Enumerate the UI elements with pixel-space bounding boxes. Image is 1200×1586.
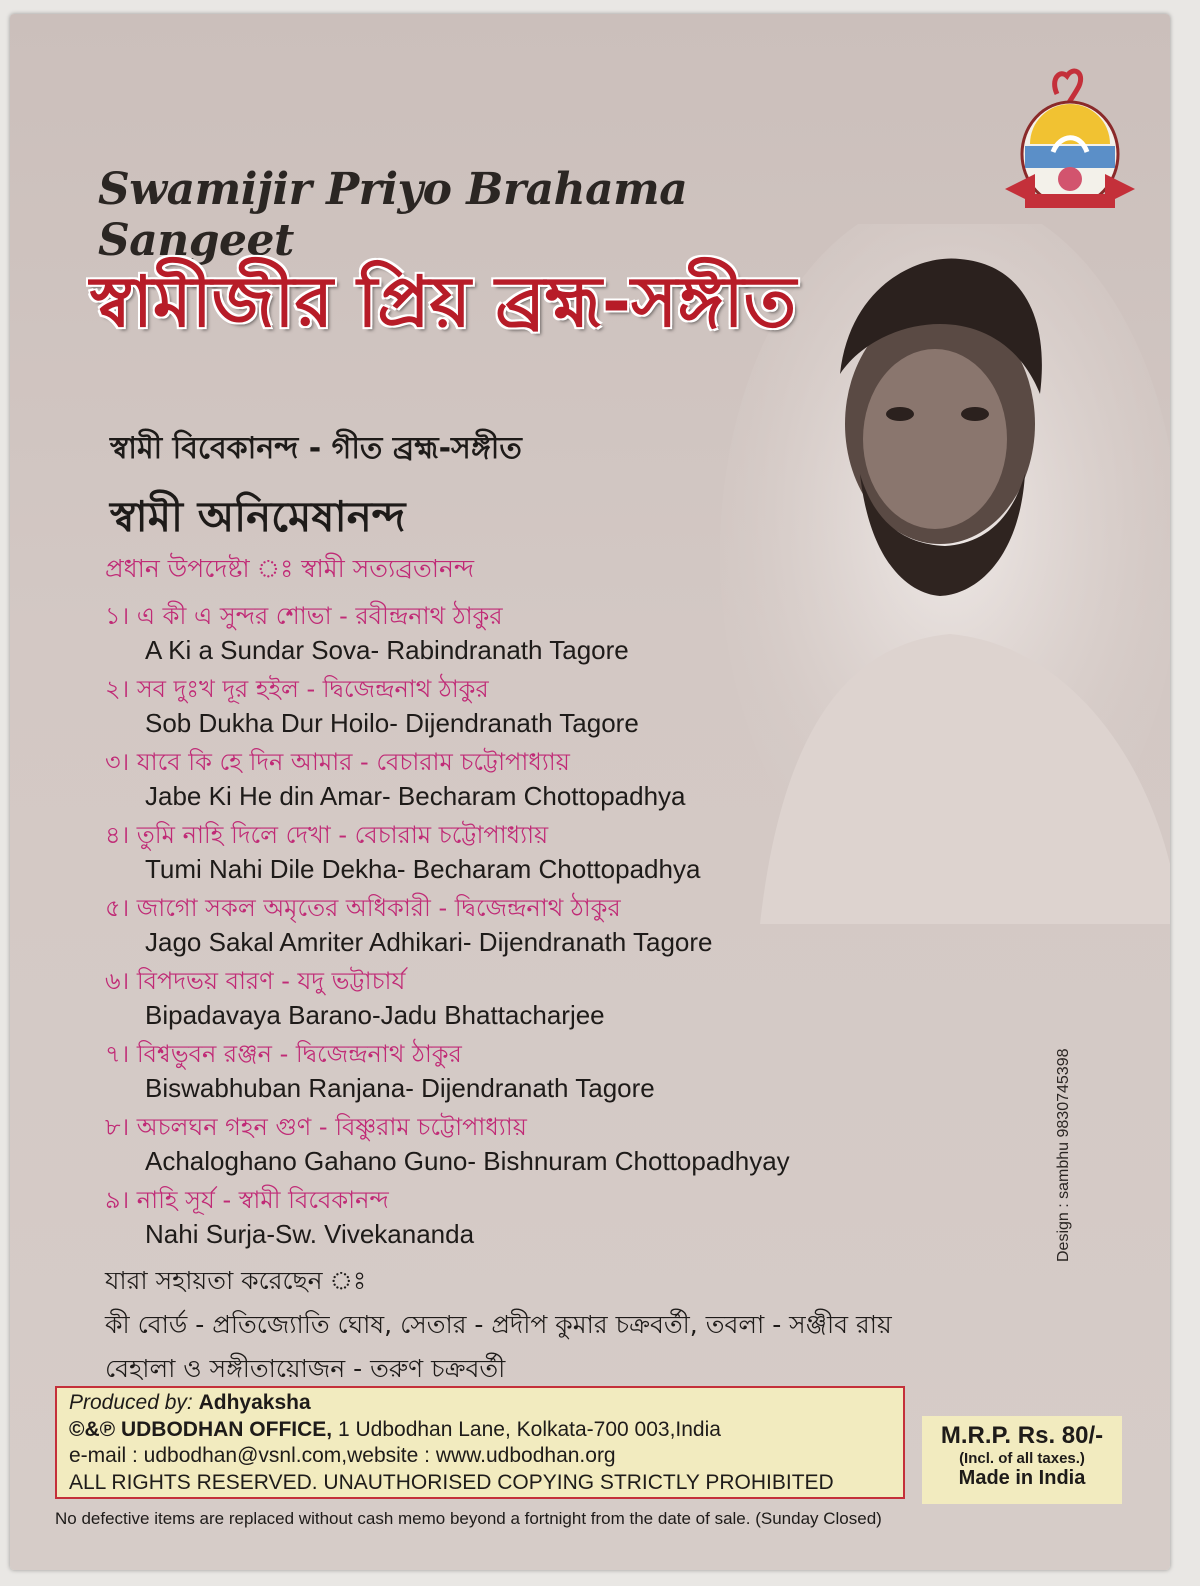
replacement-disclaimer: No defective items are replaced without cash memo beyond a fortnight from the date of sale. (Sunday Closed) <box>55 1509 882 1528</box>
album-back-cover <box>10 14 1170 1570</box>
publisher-contact: e-mail : udbodhan@vsnl.com,website : www.udbodhan.org <box>69 1444 616 1467</box>
tax-note: (Incl. of all taxes.) <box>959 1450 1085 1467</box>
ramakrishna-mission-emblem <box>995 54 1145 224</box>
subtitle-singer: স্বামী অনিমেষানন্দ <box>110 492 406 541</box>
track-list <box>105 599 965 1256</box>
credits-section <box>105 1259 1105 1391</box>
credits-line: কী বোর্ড - প্রতিজ্যোতি ঘোষ, সেতার - প্রদীপ কুমার চক্রবর্তী, তবলা - সঞ্জীব রায় <box>105 1310 892 1339</box>
track-title-english: Nahi Surja-Sw. Vivekananda <box>145 1219 475 1249</box>
track-title-english: Jago Sakal Amriter Adhikari- Dijendranath Tagore <box>145 927 713 957</box>
track-title-bengali: ২। সব দুঃখ দূর হইল - দ্বিজেন্দ্রনাথ ঠাকুর <box>105 675 489 703</box>
rights-notice: ALL RIGHTS RESERVED. UNAUTHORISED COPYING STRICTLY PROHIBITED <box>69 1470 834 1494</box>
track-item <box>105 599 965 672</box>
designer-credit: Design : sambhu 9830745398 <box>1055 1048 1072 1262</box>
album-title-bengali: স্বামীজীর প্রিয় ব্রহ্ম-সঙ্গীত <box>90 261 797 343</box>
track-title-bengali: ৭। বিশ্বভুবন রঞ্জন - দ্বিজেন্দ্রনাথ ঠাকুর <box>105 1040 462 1068</box>
producer-info-box <box>55 1386 905 1499</box>
chief-advisor: প্রধান উপদেষ্টা ঃ স্বামী সত্যব্রতানন্দ <box>105 554 474 583</box>
track-item <box>105 1183 965 1256</box>
album-title-english: Swamijir Priyo Brahama Sangeet <box>98 164 688 266</box>
track-item <box>105 1110 965 1183</box>
track-title-bengali: ১। এ কী এ সুন্দর শোভা - রবীন্দ্রনাথ ঠাকুর <box>105 602 503 630</box>
publisher-office: UDBODHAN OFFICE, <box>120 1417 333 1441</box>
copyright-mark: ©&℗ <box>69 1417 116 1441</box>
track-title-bengali: ৪। তুমি নাহি দিলে দেখা - বেচারাম চট্টোপাধ্যায় <box>105 821 549 849</box>
track-item <box>105 672 965 745</box>
mrp-price: M.R.P. Rs. 80/- <box>940 1422 1104 1449</box>
origin-label: Made in India <box>958 1467 1086 1489</box>
track-title-bengali: ৩। যাবে কি হে দিন আমার - বেচারাম চট্টোপাধ্যায় <box>105 748 570 776</box>
track-title-english: Jabe Ki He din Amar- Becharam Chottopadhya <box>145 781 686 811</box>
track-item <box>105 745 965 818</box>
track-title-english: Sob Dukha Dur Hoilo- Dijendranath Tagore <box>145 708 639 738</box>
producer-label: Produced by: <box>69 1391 193 1414</box>
credits-line: বেহালা ও সঙ্গীতায়োজন - তরুণ চক্রবর্তী <box>105 1354 506 1383</box>
track-title-english: Tumi Nahi Dile Dekha- Becharam Chottopadhya <box>145 854 701 884</box>
track-title-english: Achaloghano Gahano Guno- Bishnuram Chottopadhyay <box>145 1146 790 1176</box>
track-title-bengali: ৫। জাগো সকল অমৃতের অধিকারী - দ্বিজেন্দ্রনাথ ঠাকুর <box>105 894 621 922</box>
track-title-bengali: ৯। নাহি সূর্য - স্বামী বিবেকানন্দ <box>105 1186 389 1214</box>
track-item <box>105 818 965 891</box>
subtitle-composer: স্বামী বিবেকানন্দ - গীত ব্রহ্ম-সঙ্গীত <box>110 431 522 466</box>
credits-heading: যারা সহায়তা করেছেন ঃ <box>105 1266 367 1295</box>
producer-name: Adhyaksha <box>198 1391 311 1414</box>
track-title-english: Bipadavaya Barano-Jadu Bhattacharjee <box>145 1000 605 1030</box>
publisher-address: 1 Udbodhan Lane, Kolkata-700 003,India <box>337 1417 721 1441</box>
track-item <box>105 964 965 1037</box>
track-item <box>105 1037 965 1110</box>
track-title-bengali: ৮। অচলঘন গহন গুণ - বিষ্ণুরাম চট্টোপাধ্যায় <box>105 1113 527 1141</box>
track-title-bengali: ৬। বিপদভয় বারণ - যদু ভট্টাচার্য <box>105 967 406 995</box>
track-title-english: A Ki a Sundar Sova- Rabindranath Tagore <box>145 635 629 665</box>
track-title-english: Biswabhuban Ranjana- Dijendranath Tagore <box>145 1073 655 1103</box>
price-box <box>922 1416 1122 1504</box>
track-item <box>105 891 965 964</box>
